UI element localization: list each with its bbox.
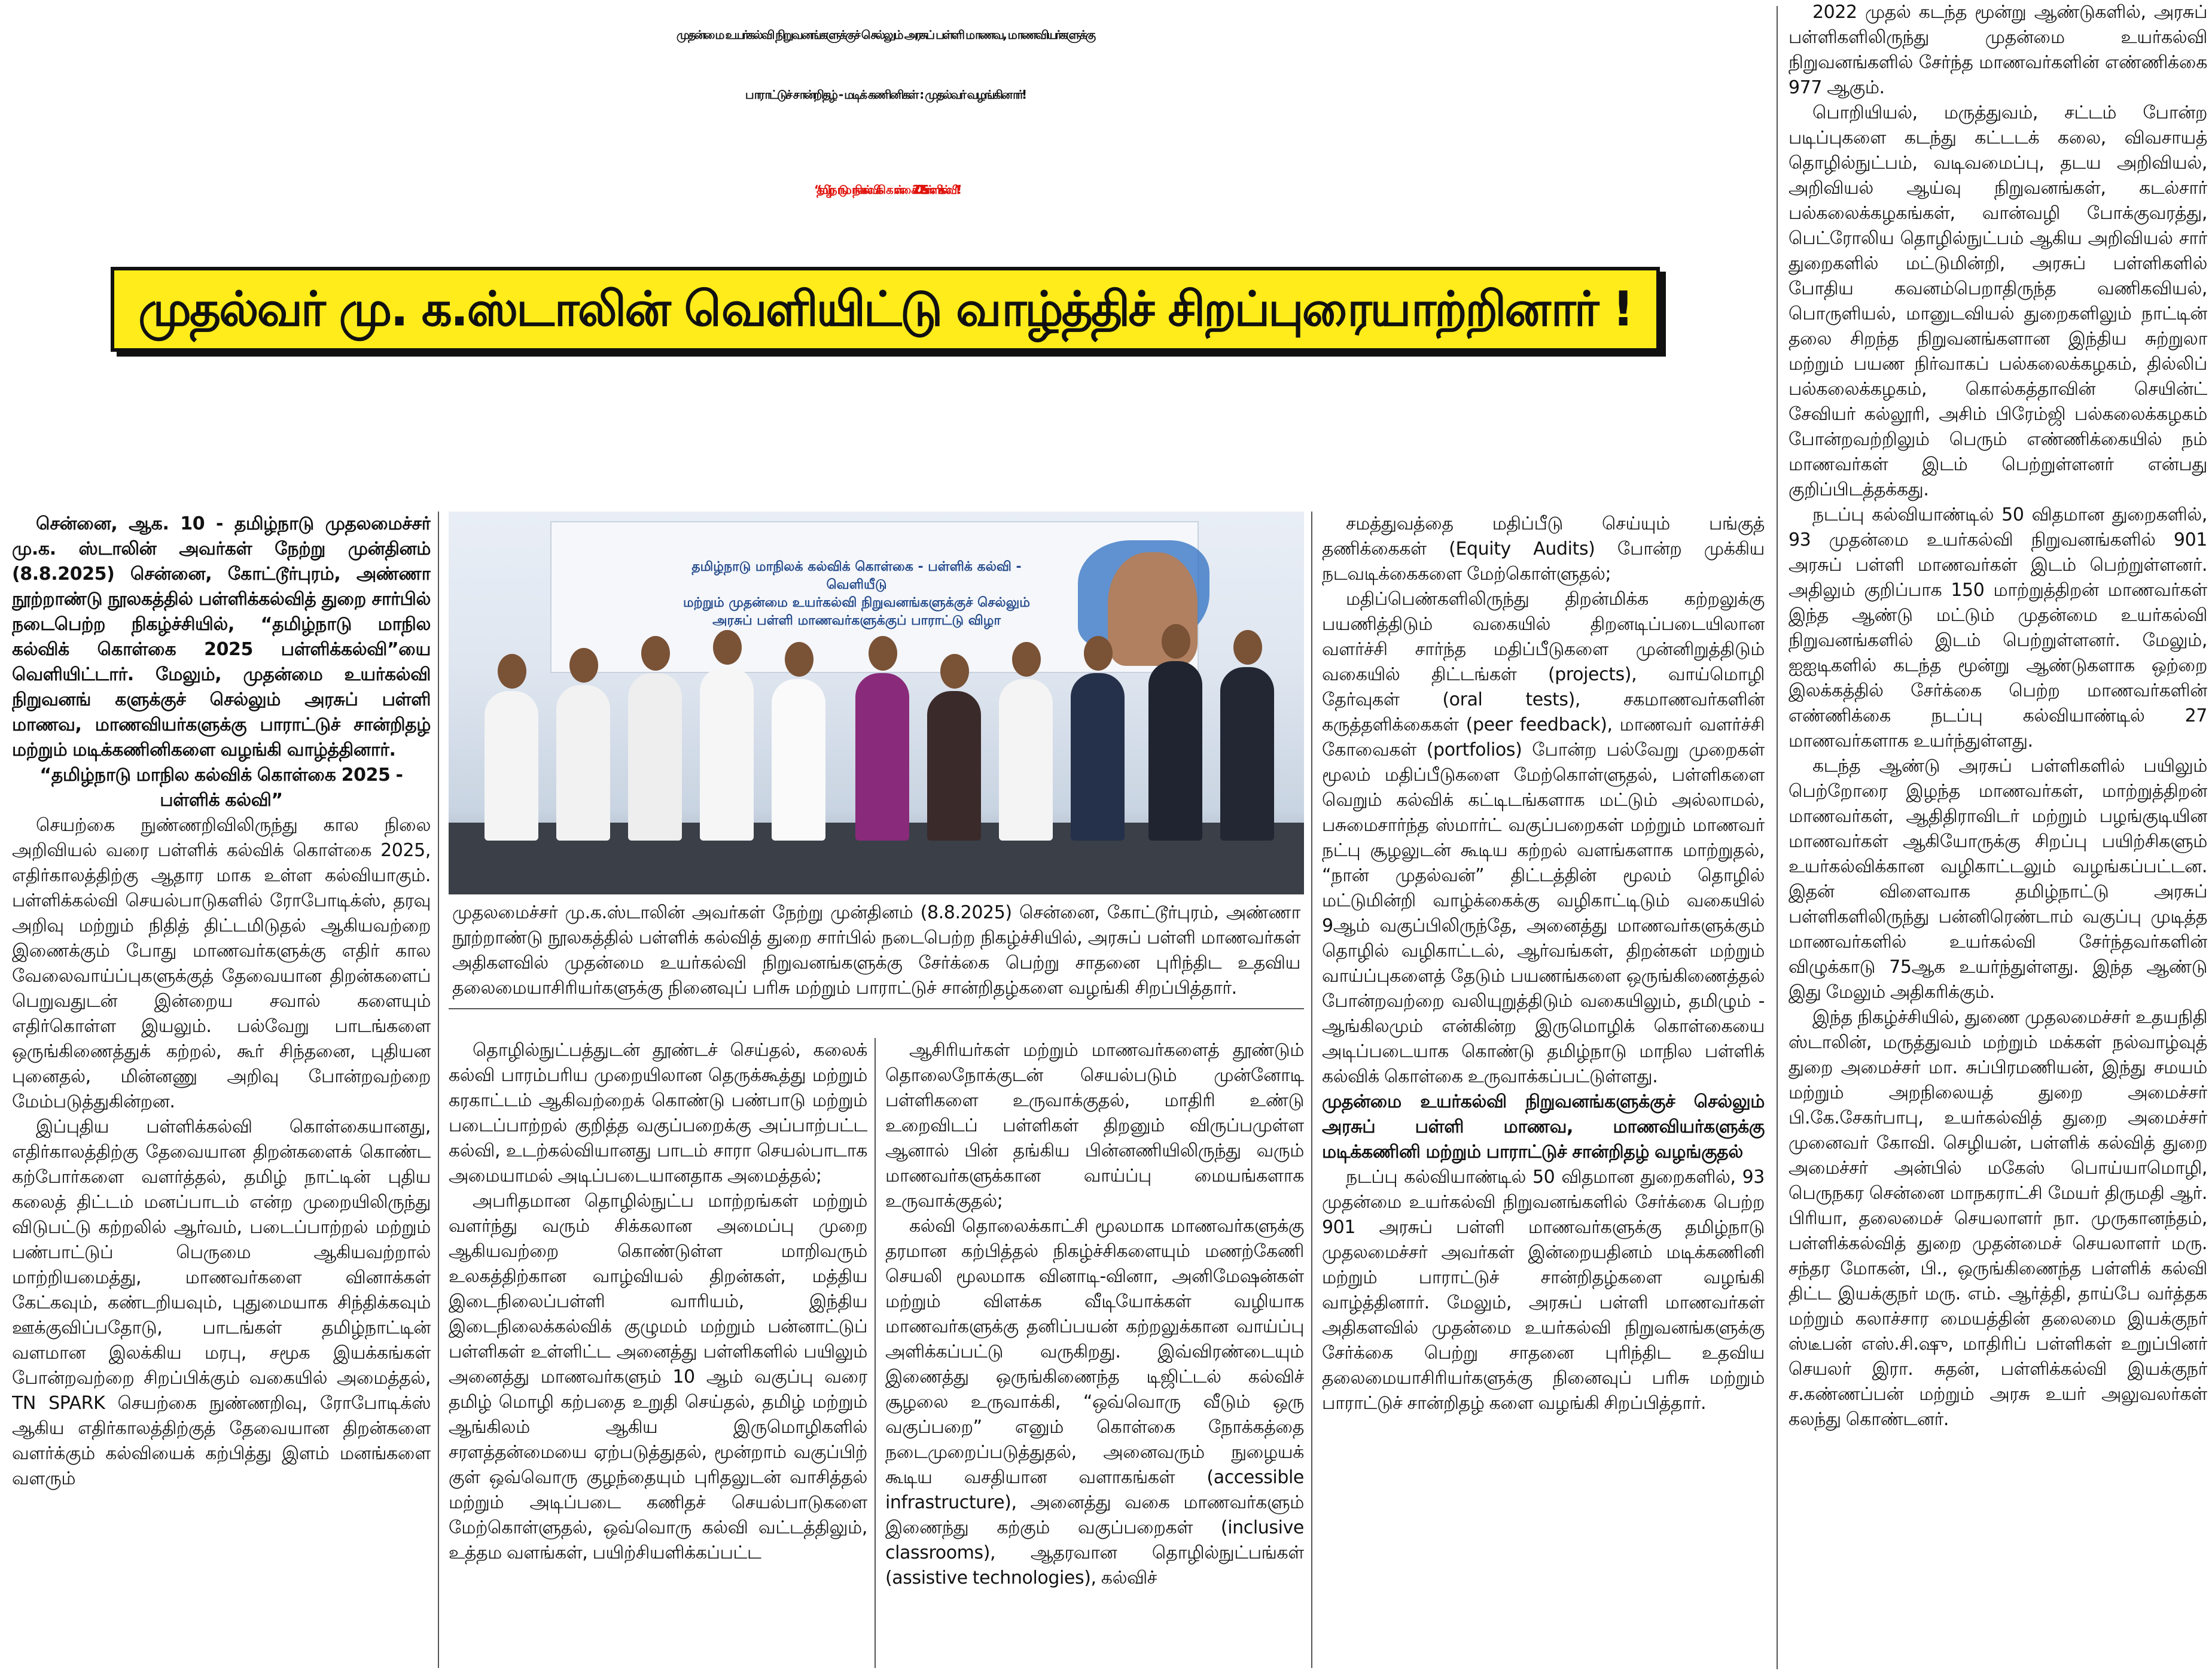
person-figure <box>556 685 610 841</box>
person-figure <box>999 679 1053 841</box>
paragraph: ஆசிரியர்கள் மற்றும் மாணவர்களைத் தூண்டும் தொலைநோக்குடன் செயல்படும் முன்னோடி பள்ளிகளை உருவாக்குதல், மாதிரி உண்டு உறைவிடப் பள்ளிகள் திறனும் விருப்பமுள்ள ஆனால் பின் தங்கிய பின்னணியிலிருந்து வரும் மாணவர்களுக்கான வாய்ப்பு மையங்களாக உருவாக்குதல்; <box>885 1040 1304 1212</box>
paragraph: கடந்த ஆண்டு அரசுப் பள்ளிகளில் பயிலும் பெற்றோரை இழந்த மாணவர்கள், மாற்றுத்திறன் மாணவர்கள், ஆதிதிராவிடர் மற்றும் பழங்குடியின மாணவர்கள் ஆகியோருக்கு சிறப்பு பயிற்சிகளும் உயர்கல்விக்கான வழிகாட்டலும் வழங்கப்பட்டன. இதன் விளைவாக தமிழ்நாட்டு அரசுப் பள்ளிகளிலிருந்து பன்னிரெண்டாம் வகுப்பு முடித்த மாணவர்களில் உயர்கல்வி சேர்ந்தவர்களின் விழுக்காடு 75ஆக உயர்ந்துள்ளது. இந்த ஆண்டு இது மேலும் அதிகரிக்கும். <box>1789 756 2207 1003</box>
person-figure <box>772 679 825 841</box>
column-rule <box>875 1038 876 1668</box>
kicker-line-1: முதன்மை உயர்கல்வி நிறுவனங்களுக்குச் செல்லும் அரசுப் பள்ளி மாணவ, மாணவியர்களுக்கு <box>676 28 1095 42</box>
paragraph: மதிப்பெண்களிலிருந்து திறன்மிக்க கற்றலுக்கு பயணித்திடும் வகையில் திறனடிப்படையிலான வளர்ச்சி சார்ந்த மதிப்பீடுகளை முன்னிறுத்திடும் வகையில் திட்டங்கள் (projects), வாய்மொழி தேர்வுகள் (oral tests), சகமாணவர்களின் கருத்தளிக்கைகள் (peer feedback), மாணவர் வளர்ச்சி கோவைகள் (portfolios) போன்ற பல்வேறு முறைகள் மூலம் மதிப்பீடுகளை மேற்கொள்ளுதல், பள்ளிகளை வெறும் கல்விக் கட்டிடங்களாக மட்டும் அல்லாமல், பசுமைசார்ந்த ஸ்மார்ட் வகுப்பறைகள் மற்றும் மாணவர் நட்பு சூழலுடன் கூடிய கற்றல் வளங்களாக மாற்றுதல், “நான் முதல்வன்” திட்டத்தின் மூலம் தொழில் மட்டுமின்றி வாழ்க்கைக்கு வழிகாட்டிடும் வகையில் 9ஆம் வகுப்பிலிருந்தே, அனைத்து மாணவர்களுக்கும் தொழில் வழிகாட்டல், ஆர்வங்கள், திறன்கள் மற்றும் வாய்ப்புகளைத் தேடும் பயணங்களை ஒருங்கிணைத்தல் போன்றவற்றை வலியுறுத்திடும் வகையிலும், தமிழும் - ஆங்கிலமும் என்கின்ற இருமொழிக் கொள்கையை அடிப்படையாக கொண்டு தமிழ்நாடு மாநில பள்ளிக் கல்விக் கொள்கை உருவாக்கப்பட்டுள்ளது. <box>1322 589 1765 1087</box>
photo-caption: முதலமைச்சர் மு.க.ஸ்டாலின் அவர்கள் நேற்று முன்தினம் (8.8.2025) சென்னை, கோட்டூர்புரம், அண்ணா நூற்றாண்டு நூலகத்தில் பள்ளிக் கல்வித் துறை சார்பில் நடைபெற்ற நிகழ்ச்சியில், அரசுப் பள்ளி மாணவர்கள் அதிகளவில் முதன்மை உயர்கல்வி நிறுவனங்களுக்கு சேர்க்கை பெற்று சாதனை புரிந்திட உதவிய தலைமையாசிரியர்களுக்கு நினைவுப் பரிசு மற்றும் பாராட்டுச் சான்றிதழ்களை வழங்கி சிறப்பித்தார். <box>449 900 1304 1009</box>
person-figure <box>485 691 538 841</box>
kicker-line-2: பாராட்டுச் சான்றிதழ் - மடிக் கணினிகள் : முதல்வர் வழங்கினார்! <box>745 87 1026 102</box>
paragraph: தொழில்நுட்பத்துடன் தூண்டச் செய்தல், கலைக் கல்வி பாரம்பரிய முறையிலான தெருக்கூத்து மற்றும் கரகாட்டம் ஆகிவற்றைக் கொண்டு பண்பாடு மற்றும் படைப்பாற்றல் குறித்த வகுப்பறைக்கு அப்பாற்பட்ட கல்வி, உடற்கல்வியானது பாடம் சாரா செயல்பாடாக அமையாமல் அடிப்படையானதாக அமைத்தல்; <box>449 1040 867 1186</box>
column-rule <box>438 512 439 1668</box>
paragraph: பொறியியல், மருத்துவம், சட்டம் போன்ற படிப்புகளை கடந்து கட்டடக் கலை, விவசாயத் தொழில்நுட்பம், வடிவமைப்பு, தடய அறிவியல், அறிவியல் ஆய்வு நிறுவனங்கள், கடல்சார் பல்கலைக்கழகங்கள், வான்வழி போக்குவரத்து, பெட்ரோலிய தொழில்நுட்பம் ஆகிய அறிவியல் சார் துறைகளில் மட்டுமின்றி, அரசுப் பள்ளிகளில் போதிய கவனம்பெறாதிருந்த வணிகவியல், பொருளியல், மானுடவியல் துறைகளிலும் நாட்டின் தலை சிறந்த நிறுவனங்களான இந்திய சுற்றுலா மற்றும் பயண நிர்வாகப் பல்கலைக்கழகம், தில்லிப் பல்கலைக்கழகம், கொல்கத்தாவின் செயின்ட் சேவியர் கல்லூரி, அசிம் பிரேம்ஜி பல்கலைக்கழகம் போன்றவற்றிலும் பெரும் எண்ணிக்கையில் நம் மாணவர்கள் இடம் பெற்றுள்ளனர் என்பது குறிப்பிடத்தக்கது. <box>1789 102 2207 500</box>
banner-line: மற்றும் முதன்மை உயர்கல்வி நிறுவனங்களுக்குச் செல்லும் <box>683 595 1031 610</box>
photo-block <box>449 512 1304 1020</box>
section-title: “தமிழ்நாடு மாநில கல்விக் கொள்கை 2025 - பள்ளிக் கல்வி” <box>39 765 403 811</box>
story-body <box>12 512 1771 1674</box>
subhead-banner: முதல்வர் மு. க.ஸ்டாலின் வெளியிட்டு வாழ்த்திச் சிறப்புரையாற்றினார் ! <box>111 267 1660 352</box>
banner-line: தமிழ்நாடு மாநிலக் கல்விக் கொள்கை - பள்ளிக் கல்வி - வெளியீடு <box>691 559 1022 592</box>
paragraph: இந்த நிகழ்ச்சியில், துணை முதலமைச்சர் உதயநிதி ஸ்டாலின், மருத்துவம் மற்றும் மக்கள் நல்வாழ்வுத் துறை அமைச்சர் மா. சுப்பிரமணியன், இந்து சமயம் மற்றும் அறநிலையத் துறை அமைச்சர் பி.கே.சேகர்பாபு, உயர்கல்வித் துறை அமைச்சர் முனைவர் கோவி. செழியன், பள்ளிக் கல்வித் துறை அமைச்சர் அன்பில் மகேஸ் பொய்யாமொழி, பெருநகர சென்னை மாநகராட்சி மேயர் திருமதி ஆர். பிரியா, தலைமைச் செயலாளர் நா. முருகானந்தம், பள்ளிக்கல்வித் துறை முதன்மைச் செயலாளர் மரு. சந்தர மோகன், பி., ஒருங்கிணைந்த பள்ளிக் கல்வி திட்ட இயக்குநர் மரு. எம். ஆர்த்தி, தாய்பே வர்த்தக மற்றும் கலாச்சார மையத்தின் தலைமை இயக்குநர் ஸ்டீபன் எஸ்.சி.ஷு, மாதிரிப் பள்ளிகள் உறுப்பினர் செயலர் இரா. சுதன், பள்ளிக்கல்வி இயக்குநர் ச.கண்ணப்பன் மற்றும் அரசு உயர் அலுவலர்கள் கலந்து கொண்டனர். <box>1789 1007 2207 1430</box>
stage-banner-text <box>671 558 1042 630</box>
column-3 <box>885 1038 1304 1674</box>
paragraph: கல்வி தொலைக்காட்சி மூலமாக மாணவர்களுக்கு தரமான கற்பித்தல் நிகழ்ச்சிகளையும் மணற்கேணி செயலி மூலமாக வினாடி-வினா, அனிமேஷன்கள் மற்றும் விளக்க வீடியோக்கள் வழியாக மாணவர்களுக்கு தனிப்பயன் கற்றலுக்கான வாய்ப்பு அளிக்கப்பட்டு வருகிறது. இவ்விரண்டையும் இணைத்து ஒருங்கிணைந்த டிஜிட்டல் கல்விச் சூழலை உருவாக்கி, “ஒவ்வொரு வீடும் ஒரு வகுப்பறை” எனும் கொள்கை நோக்கத்தை நடைமுறைப்படுத்துதல், அனைவரும் நுழையக் கூடிய வசதியான வளாகங்கள் (accessible infrastructure), அனைத்து வகை மாணவர்களும் இணைந்து கற்கும் வகுப்பறைகள் (inclusive classrooms), ஆதரவான தொழில்நுட்பங்கள் (assistive technologies), கல்விச் <box>885 1216 1304 1588</box>
column-1 <box>12 512 431 1674</box>
person-figure <box>1148 661 1202 841</box>
paragraph: சமத்துவத்தை மதிப்பீடு செய்யும் பங்குத் தணிக்கைகள் (Equity Audits) போன்ற முக்கிய நடவடிக்கைகளை மேற்கொள்ளுதல்; <box>1322 513 1765 585</box>
column-rule <box>1777 6 1778 1669</box>
person-figure <box>1220 667 1274 841</box>
person-figure <box>700 667 754 841</box>
event-photo <box>449 512 1304 894</box>
person-figure <box>927 691 981 841</box>
paragraph: செயற்கை நுண்ணறிவிலிருந்து கால நிலை அறிவியல் வரை பள்ளிக் கல்விக் கொள்கை 2025, எதிர்காலத்திற்கு ஆதார மாக உள்ள கல்வியாகும். பள்ளிக்கல்வி செயல்பாடுகளில் ரோபோடிக்ஸ், தரவு அறிவு மற்றும் நிதித் திட்டமிடுதல் ஆகியவற்றை இணைக்கும் போது மாணவர்களுக்கு எதிர் கால வேலைவாய்ப்புகளுக்குத் தேவையான திறன்களைப் பெறுவதுடன் இன்றைய சவால் களையும் எதிர்கொள்ள இயலும். பல்வேறு பாடங்களை ஒருங்கிணைத்துக் கற்றல், கூர் சிந்தனை, புதியன புனைதல், மின்னணு அறிவு போன்றவற்றை மேம்படுத்துகின்றன. <box>12 815 431 1112</box>
section-subhead: முதன்மை உயர்கல்வி நிறுவனங்களுக்குச் செல்லும் அரசுப் பள்ளி மாணவ, மாணவியர்களுக்கு மடிக்கணினி மற்றும் பாராட்டுச் சான்றிதழ் வழங்குதல் <box>1322 1091 1765 1162</box>
paragraph: இப்புதிய பள்ளிக்கல்வி கொள்கையானது, எதிர்காலத்திற்கு தேவையான திறன்களைக் கொண்ட கற்போர்களை வளர்த்தல், தமிழ் நாட்டின் புதிய கலைத் திட்டம் மனப்பாடம் என்ற முறையிலிருந்து விடுபட்டு கற்றலில் ஆர்வம், படைப்பாற்றல் மற்றும் பண்பாட்டுப் பெருமை ஆகியவற்றால் மாற்றியமைத்து, மாணவர்களை வினாக்கள் கேட்கவும், கண்டறியவும், புதுமையாக சிந்திக்கவும் ஊக்குவிப்பதோடு, பாடங்கள் தமிழ்நாட்டின் வளமான இலக்கிய மரபு, சமூக இயக்கங்கள் போன்றவற்றை சிறப்பிக்கும் வகையில் அமைத்தல், TN SPARK செயற்கை நுண்ணறிவு, ரோபோடிக்ஸ் ஆகிய எதிர்காலத்திற்குத் தேவையான திறன்களை வளர்க்கும் கல்வியைக் கற்பித்து இளம் மனங்களை வளரும் <box>12 1116 431 1489</box>
main-headline: “தமிழ்நாடு மாநில கல்விக் கொள்கை 2025 - பள்ளிக் கல்வி”! <box>813 182 957 197</box>
right-column <box>1789 0 2207 1674</box>
paragraph: அபரிதமான தொழில்நுட்ப மாற்றங்கள் மற்றும் வளர்ந்து வரும் சிக்கலான அமைப்பு முறை ஆகியவற்றை கொண்டுள்ள மாறிவரும் உலகத்திற்கான வாழ்வியல் திறன்கள், மத்திய இடைநிலைப்பள்ளி வாரியம், இந்திய இடைநிலைக்கல்விக் குழுமம் மற்றும் பன்னாட்டுப் பள்ளிகள் உள்ளிட்ட அனைத்து பள்ளிகளில் பயிலும் அனைத்து மாணவர்களும் 10 ஆம் வகுப்பு வரை தமிழ் மொழி கற்பதை உறுதி செய்தல், தமிழ் மற்றும் ஆங்கிலம் ஆகிய இருமொழிகளில் சரளத்தன்மையை ஏற்படுத்துதல், மூன்றாம் வகுப்பிற் குள் ஒவ்வொரு குழந்தையும் புரிதலுடன் வாசித்தல் மற்றும் அடிப்படை கணிதச் செயல்பாடுகளை மேற்கொள்ளுதல், ஒவ்வொரு கல்வி வட்டத்திலும், உத்தம வளங்கள், பயிற்சியளிக்கப்பட்ட <box>449 1191 867 1563</box>
column-rule <box>1311 512 1312 1668</box>
banner-line: அரசுப் பள்ளி மாணவர்களுக்குப் பாராட்டு விழா <box>712 613 1001 628</box>
column-4 <box>1322 512 1765 1674</box>
column-2 <box>449 1038 867 1674</box>
person-figure <box>628 673 682 841</box>
paragraph: நடப்பு கல்வியாண்டில் 50 விதமான துறைகளில், 93 முதன்மை உயர்கல்வி நிறுவனங்களில் 901 அரசுப் பள்ளி மாணவர்கள் இடம் பெற்றுள்ளனர். அதிலும் குறிப்பாக 150 மாற்றுத்திறன் மாணவர்கள் இந்த ஆண்டு மட்டும் முதன்மை உயர்கல்வி நிறுவனங்களில் இடம் பெற்றுள்ளனர். மேலும், ஐஐடிகளில் கடந்த மூன்று ஆண்டுகளாக ஒற்றை இலக்கத்தில் சேர்க்கை பெற்ற மாணவர்களின் எண்ணிக்கை நடப்பு கல்வியாண்டில் 27 மாணவர்களாக உயர்ந்துள்ளது. <box>1789 504 2207 751</box>
person-figure <box>855 673 909 841</box>
lead-paragraph: சென்னை, ஆக. 10 - தமிழ்நாடு முதலமைச்சர் மு.க. ஸ்டாலின் அவர்கள் நேற்று முன்தினம் (8.8.2025) சென்னை, கோட்டூர்புரம், அண்ணா நூற்றாண்டு நூலகத்தில் பள்ளிக்கல்வித் துறை சார்பில் நடைபெற்ற நிகழ்ச்சியில், “தமிழ்நாடு மாநில கல்விக் கொள்கை 2025 பள்ளிக்கல்வி”யை வெளியிட்டார். மேலும், முதன்மை உயர்கல்வி நிறுவனங் களுக்குச் செல்லும் அரசுப் பள்ளி மாணவ, மாணவியர்களுக்கு பாராட்டுச் சான்றிதழ் மற்றும் மடிக்கணினிகளை வழங்கி வாழ்த்தினார். <box>12 513 431 760</box>
paragraph: 2022 முதல் கடந்த மூன்று ஆண்டுகளில், அரசுப் பள்ளிகளிலிருந்து முதன்மை உயர்கல்வி நிறுவனங்களில் சேர்ந்த மாணவர்களின் எண்ணிக்கை 977 ஆகும். <box>1789 2 2207 98</box>
subhead-wrap <box>0 267 1771 352</box>
person-figure <box>1071 673 1125 841</box>
paragraph: நடப்பு கல்வியாண்டில் 50 விதமான துறைகளில், 93 முதன்மை உயர்கல்வி நிறுவனங்களில் சேர்க்கை பெற்ற 901 அரசுப் பள்ளி மாணவர்களுக்கு தமிழ்நாடு முதலமைச்சர் அவர்கள் இன்றையதினம் மடிக்கணினி மற்றும் பாராட்டுச் சான்றிதழ்களை வழங்கி வாழ்த்தினார். மேலும், அரசுப் பள்ளி மாணவர்கள் அதிகளவில் முதன்மை உயர்கல்வி நிறுவனங்களுக்கு சேர்க்கை பெற்று சாதனை புரிந்திட உதவிய தலைமையாசிரியர்களுக்கு நினைவுப் பரிசு மற்றும் பாராட்டுச் சான்றிதழ் களை வழங்கி சிறப்பித்தார். <box>1322 1167 1765 1414</box>
